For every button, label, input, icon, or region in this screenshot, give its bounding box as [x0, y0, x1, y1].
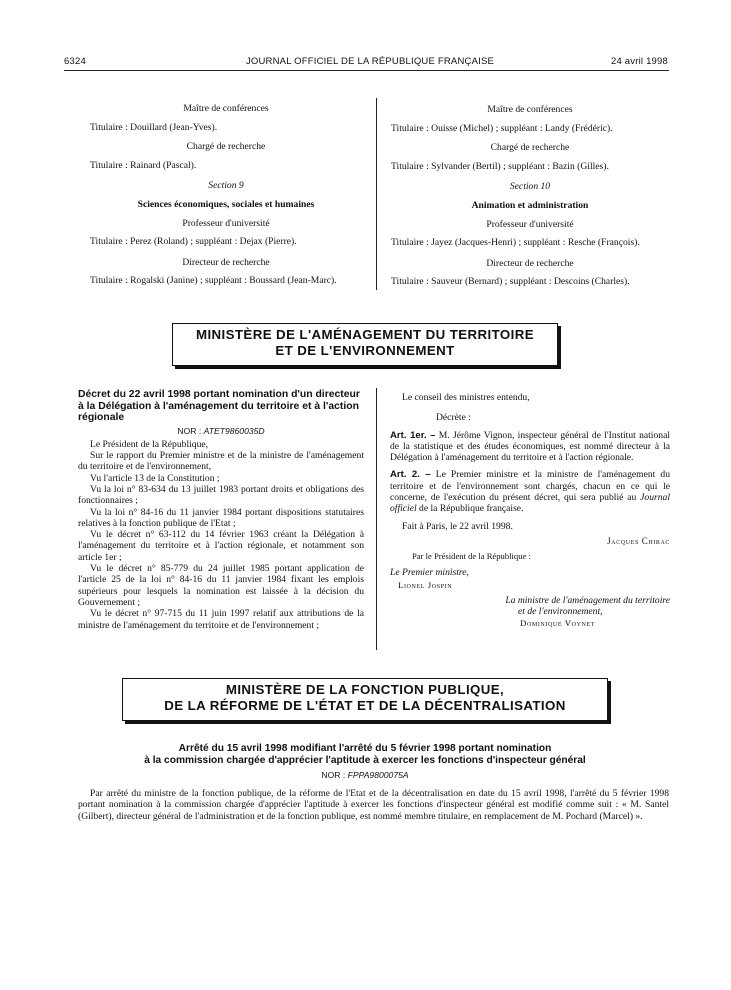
arrete-title: [100, 743, 630, 766]
article-label: Art. 1er. –: [390, 429, 436, 441]
section-title: Sciences économiques, sociales et humaines: [137, 198, 315, 210]
grade-heading: Professeur d'université: [486, 218, 574, 230]
par-le-president: Par le Président de la République :: [412, 551, 531, 562]
article-2: [390, 469, 670, 514]
journal-title: JOURNAL OFFICIEL DE LA RÉPUBLIQUE FRANÇAISE: [245, 56, 495, 67]
page-number: 6324: [64, 56, 86, 67]
article-label: Art. 2. –: [390, 469, 431, 481]
section-heading: Section 10: [509, 181, 551, 193]
titulaire-line: Titulaire : Jayez (Jacques-Henri) ; suppléant : Resche (François).: [391, 237, 640, 249]
titulaire-line: Titulaire : Sauveur (Bernard) ; suppléant : Descoins (Charles).: [391, 276, 630, 288]
grade-heading: Chargé de recherche: [186, 141, 266, 153]
visa-paragraph: Vu le décret n° 85-779 du 24 juillet 1985 portant application de l'article 25 de la loi n° 84-16 du 11 janvier 1984 fixant les emplois supérieurs pour lesquels la nomination est laissée à la décision du Gouvernement ;: [78, 563, 364, 608]
fait-line: Fait à Paris, le 22 avril 1998.: [402, 520, 513, 532]
decret-right-column: [390, 392, 670, 629]
titulaire-line: Titulaire : Perez (Roland) ; suppléant : Dejax (Pierre).: [90, 236, 297, 248]
journal-officiel-ref: Journal officiel: [390, 492, 670, 515]
ministry-box-fonction-publique: [122, 678, 608, 721]
arrete-title-line: à la commission chargée d'apprécier l'aptitude à exercer les fonctions d'inspecteur général: [144, 754, 586, 766]
grade-heading: Maître de conférences: [183, 103, 269, 114]
ministry-name-line: MINISTÈRE DE L'AMÉNAGEMENT DU TERRITOIRE: [195, 327, 535, 342]
header-rule: [64, 70, 669, 71]
decret-nor: [78, 426, 364, 436]
visa-paragraph: Vu la loi n° 84-16 du 11 janvier 1984 portant dispositions statutaires relatives à la fonction publique de l'Etat ;: [78, 506, 364, 529]
signature-president: Jacques Chirac: [607, 535, 670, 546]
conseil-line: Le conseil des ministres entendu,: [402, 392, 530, 403]
decret-title: Décret du 22 avril 1998 portant nomination d'un directeur à la Délégation à l'aménagement du territoire et à l'action régionale: [78, 389, 360, 424]
titulaire-line: Titulaire : Douillard (Jean-Yves).: [90, 121, 218, 133]
grade-heading: Directeur de recherche: [486, 257, 574, 269]
ministre-name: Dominique Voynet: [520, 617, 596, 628]
visa-paragraph: Vu l'article 13 de la Constitution ;: [90, 472, 220, 484]
arrete-nor: [100, 770, 630, 780]
section-heading: Section 9: [208, 180, 244, 192]
nor-value: ATET9860035D: [203, 425, 265, 436]
titulaire-line: Titulaire : Rainard (Pascal).: [90, 159, 197, 171]
column-divider: [376, 388, 377, 650]
left-top-column: [90, 103, 362, 288]
ministry-box-amenagement: [172, 323, 558, 366]
nor-value: FPPA9800075A: [347, 770, 409, 780]
column-divider: [376, 98, 377, 290]
header-date: 24 avril 1998: [611, 56, 668, 67]
titulaire-line: Titulaire : Ouisse (Michel) ; suppléant : Landy (Frédéric).: [391, 122, 613, 134]
article-text: Le Premier ministre et la ministre de l'aménagement du territoire et de l'environnement sont chargés, chacun en ce qui le concerne, de l'exécution du présent décret, qui sera publié au: [390, 469, 670, 504]
nor-label: NOR :: [177, 425, 202, 436]
premier-ministre-name: Lionel Jospin: [398, 579, 453, 590]
ministry-name-line: ET DE L'ENVIRONNEMENT: [275, 343, 455, 358]
visa-paragraph: Sur le rapport du Premier ministre et de la ministre de l'aménagement du territoire et de l'environnement,: [78, 450, 364, 473]
grade-heading: Professeur d'université: [182, 217, 270, 229]
visa-paragraph: Le Président de la République,: [90, 438, 209, 450]
grade-heading: Directeur de recherche: [182, 256, 270, 268]
visa-paragraph: Vu le décret n° 63-112 du 14 février 1963 créant la Délégation à l'aménagement du territoire et à l'action régionale, et notamment son article 1er ;: [78, 529, 364, 563]
section-title: Animation et administration: [471, 199, 589, 211]
decrete-line: Décrète :: [436, 412, 471, 424]
nor-label: NOR :: [321, 770, 346, 780]
visa-paragraph: Vu le décret n° 97-715 du 11 juin 1997 relatif aux attributions de la ministre de l'aménagement du territoire et de l'environnement ;: [78, 608, 364, 631]
decret-left-column: [78, 389, 364, 631]
grade-heading: Maître de conférences: [487, 104, 573, 115]
right-top-column: [391, 104, 669, 289]
arrete-title-line: Arrêté du 15 avril 1998 modifiant l'arrêté du 5 février 1998 portant nomination: [178, 743, 552, 754]
ministry-name-line: DE LA RÉFORME DE L'ÉTAT ET DE LA DÉCENTRALISATION: [164, 698, 566, 713]
ministre-title: et de l'environnement,: [518, 606, 603, 618]
premier-ministre-title: Le Premier ministre,: [390, 566, 469, 578]
titulaire-line: Titulaire : Sylvander (Bertil) ; suppléant : Bazin (Gilles).: [391, 160, 609, 172]
ministry-name-line: MINISTÈRE DE LA FONCTION PUBLIQUE,: [225, 682, 505, 697]
grade-heading: Chargé de recherche: [490, 142, 570, 154]
decret-visas: [78, 439, 364, 631]
article-text: de la République française.: [419, 503, 524, 515]
arrete-body: Par arrêté du ministre de la fonction publique, de la réforme de l'Etat et de la décentralisation en date du 15 avril 1998, l'arrêté du 5 février 1998 portant nomination à la commission chargée d'apprécier l'aptitude à exercer les fonctions d'inspecteur général est modifié comme suit : « M. Santel (Gilbert), directeur général de l'administration et de la fonction publique, est nommé membre titulaire, en remplacement de M. Pochard (Marcel) ».: [78, 788, 669, 822]
titulaire-line: Titulaire : Rogalski (Janine) ; suppléant : Boussard (Jean-Marc).: [90, 275, 337, 287]
article-1: [390, 430, 670, 464]
article-text: M. Jérôme Vignon, inspecteur général de l'Institut national de la statistique et des études économiques, est nommé directeur à la Délégation à l'aménagement du territoire et à l'action régionale.: [390, 429, 670, 464]
ministre-title: La ministre de l'aménagement du territoire: [505, 595, 670, 607]
visa-paragraph: Vu la loi n° 83-634 du 13 juillet 1983 portant droits et obligations des fonctionnaires ;: [78, 483, 364, 507]
